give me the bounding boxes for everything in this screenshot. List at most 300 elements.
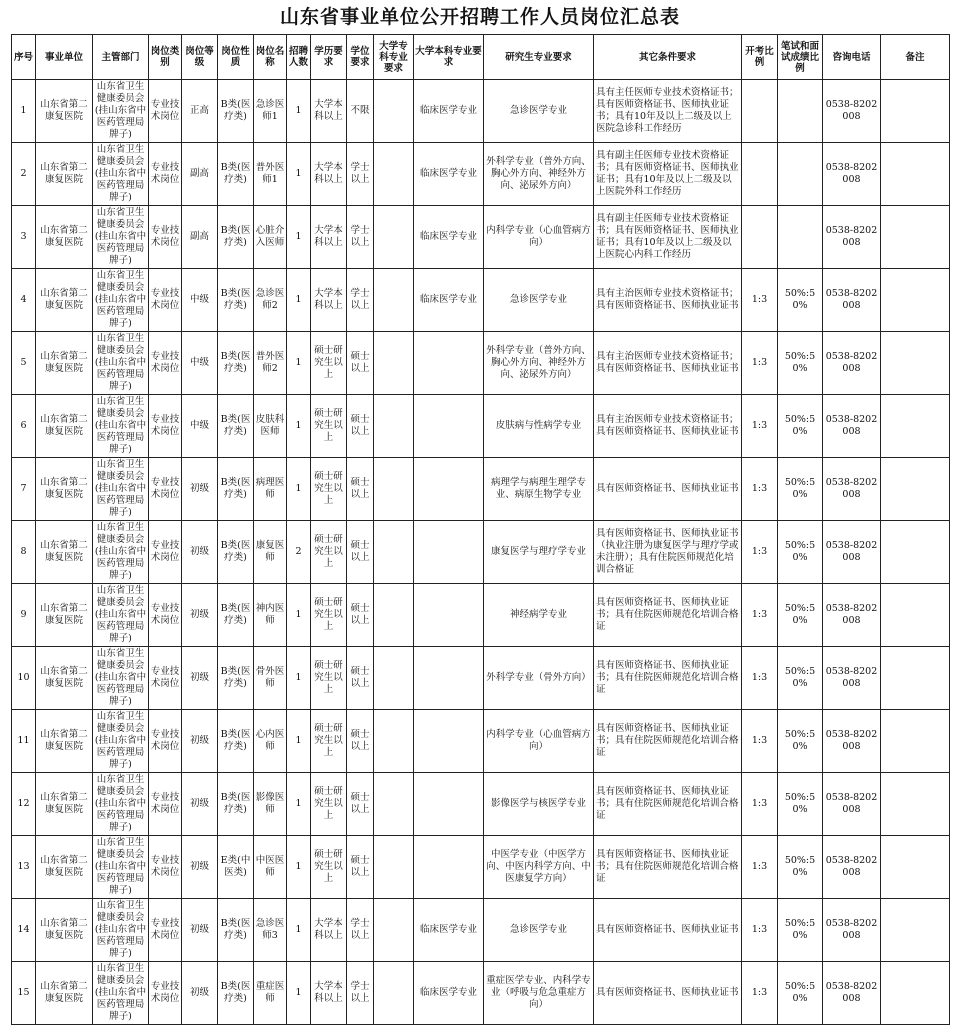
- cell-bachelor: 临床医学专业: [414, 962, 484, 1025]
- cell-dept: 山东省卫生健康委员会(挂山东省中医药管理局牌子): [93, 584, 149, 647]
- table-row: [12, 773, 950, 836]
- cell-no: 10: [12, 647, 36, 710]
- cell-post: 神内医师: [254, 584, 287, 647]
- column-header-degree: 学位要求: [347, 35, 374, 80]
- cell-count: 1: [287, 269, 311, 332]
- cell-other: 具有医师资格证书、医师执业证书；具有住院医师规范化培训合格证: [594, 647, 742, 710]
- cell-grad: 影像医学与核医学专业: [484, 773, 594, 836]
- cell-score: [778, 80, 823, 143]
- cell-note: [881, 773, 950, 836]
- column-header-post: 岗位名称: [254, 35, 287, 80]
- cell-ratio: 1:3: [742, 647, 778, 710]
- cell-score: 50%:50%: [778, 521, 823, 584]
- cell-edu: 大学本科以上: [311, 269, 347, 332]
- cell-edu: 硕士研究生以上: [311, 710, 347, 773]
- cell-no: 14: [12, 899, 36, 962]
- cell-count: 1: [287, 584, 311, 647]
- column-header-score: 笔试和面试成绩比例: [778, 35, 823, 80]
- cell-nature: B类(医疗类): [218, 773, 254, 836]
- cell-note: [881, 206, 950, 269]
- cell-count: 1: [287, 836, 311, 899]
- cell-nature: B类(医疗类): [218, 899, 254, 962]
- column-header-level: 岗位等级: [182, 35, 218, 80]
- cell-bachelor: [414, 584, 484, 647]
- cell-note: [881, 332, 950, 395]
- cell-unit: 山东省第二康复医院: [36, 584, 93, 647]
- cell-junior: [374, 332, 414, 395]
- cell-note: [881, 521, 950, 584]
- cell-dept: 山东省卫生健康委员会(挂山东省中医药管理局牌子): [93, 269, 149, 332]
- cell-unit: 山东省第二康复医院: [36, 962, 93, 1025]
- table-row: [12, 521, 950, 584]
- cell-level: 中级: [182, 395, 218, 458]
- cell-note: [881, 395, 950, 458]
- job-positions-table: [11, 34, 950, 1025]
- column-header-edu: 学历要求: [311, 35, 347, 80]
- cell-level: 初级: [182, 458, 218, 521]
- cell-other: 具有医师资格证书、医师执业证书；具有住院医师规范化培训合格证: [594, 584, 742, 647]
- cell-other: 具有副主任医师专业技术资格证书；具有医师资格证书、医师执业证书；具有10年及以上二级及以上医院外科工作经历: [594, 143, 742, 206]
- column-header-dept: 主管部门: [93, 35, 149, 80]
- cell-dept: 山东省卫生健康委员会(挂山东省中医药管理局牌子): [93, 899, 149, 962]
- cell-no: 5: [12, 332, 36, 395]
- cell-nature: E类(中医类): [218, 836, 254, 899]
- cell-post: 心脏介入医师: [254, 206, 287, 269]
- cell-score: 50%:50%: [778, 647, 823, 710]
- cell-edu: 硕士研究生以上: [311, 395, 347, 458]
- cell-dept: 山东省卫生健康委员会(挂山东省中医药管理局牌子): [93, 773, 149, 836]
- table-header-row: [12, 35, 950, 80]
- cell-post: 普外医师1: [254, 143, 287, 206]
- cell-level: 初级: [182, 710, 218, 773]
- cell-category: 专业技术岗位: [149, 710, 182, 773]
- cell-count: 2: [287, 521, 311, 584]
- cell-bachelor: 临床医学专业: [414, 899, 484, 962]
- cell-edu: 硕士研究生以上: [311, 332, 347, 395]
- cell-no: 3: [12, 206, 36, 269]
- cell-count: 1: [287, 80, 311, 143]
- cell-other: 具有副主任医师专业技术资格证书；具有医师资格证书、医师执业证书；具有10年及以上二级及以上医院心内科工作经历: [594, 206, 742, 269]
- cell-edu: 大学本科以上: [311, 80, 347, 143]
- column-header-nature: 岗位性质: [218, 35, 254, 80]
- cell-phone: 0538-8202008: [823, 395, 881, 458]
- cell-grad: 皮肤病与性病学专业: [484, 395, 594, 458]
- cell-degree: 硕士以上: [347, 521, 374, 584]
- cell-category: 专业技术岗位: [149, 269, 182, 332]
- cell-unit: 山东省第二康复医院: [36, 458, 93, 521]
- cell-other: 具有主治医师专业技术资格证书；具有医师资格证书、医师执业证书: [594, 269, 742, 332]
- cell-category: 专业技术岗位: [149, 773, 182, 836]
- cell-nature: B类(医疗类): [218, 458, 254, 521]
- cell-edu: 硕士研究生以上: [311, 584, 347, 647]
- column-header-ratio: 开考比例: [742, 35, 778, 80]
- cell-degree: 硕士以上: [347, 710, 374, 773]
- cell-post: 皮肤科医师: [254, 395, 287, 458]
- cell-nature: B类(医疗类): [218, 80, 254, 143]
- cell-level: 初级: [182, 773, 218, 836]
- cell-score: 50%:50%: [778, 332, 823, 395]
- cell-degree: 学士以上: [347, 962, 374, 1025]
- cell-other: 具有医师资格证书、医师执业证书: [594, 962, 742, 1025]
- cell-degree: 学士以上: [347, 143, 374, 206]
- cell-level: 副高: [182, 206, 218, 269]
- cell-note: [881, 836, 950, 899]
- cell-dept: 山东省卫生健康委员会(挂山东省中医药管理局牌子): [93, 332, 149, 395]
- cell-category: 专业技术岗位: [149, 206, 182, 269]
- cell-junior: [374, 773, 414, 836]
- cell-edu: 硕士研究生以上: [311, 458, 347, 521]
- cell-junior: [374, 710, 414, 773]
- cell-other: 具有医师资格证书、医师执业证书（执业注册为康复医学与理疗学或未注册）；具有住院医师规范化培训合格证: [594, 521, 742, 584]
- cell-nature: B类(医疗类): [218, 710, 254, 773]
- cell-edu: 硕士研究生以上: [311, 773, 347, 836]
- cell-nature: B类(医疗类): [218, 647, 254, 710]
- cell-ratio: 1:3: [742, 773, 778, 836]
- cell-category: 专业技术岗位: [149, 899, 182, 962]
- cell-score: 50%:50%: [778, 269, 823, 332]
- cell-no: 12: [12, 773, 36, 836]
- cell-count: 1: [287, 899, 311, 962]
- cell-score: 50%:50%: [778, 710, 823, 773]
- cell-no: 9: [12, 584, 36, 647]
- cell-category: 专业技术岗位: [149, 836, 182, 899]
- cell-dept: 山东省卫生健康委员会(挂山东省中医药管理局牌子): [93, 647, 149, 710]
- cell-no: 4: [12, 269, 36, 332]
- cell-degree: 硕士以上: [347, 395, 374, 458]
- column-header-seq: 序号: [12, 35, 36, 80]
- column-header-count: 招聘人数: [287, 35, 311, 80]
- cell-nature: B类(医疗类): [218, 332, 254, 395]
- cell-note: [881, 143, 950, 206]
- table-row: [12, 899, 950, 962]
- cell-bachelor: 临床医学专业: [414, 80, 484, 143]
- cell-phone: 0538-8202008: [823, 584, 881, 647]
- cell-grad: 急诊医学专业: [484, 269, 594, 332]
- cell-unit: 山东省第二康复医院: [36, 899, 93, 962]
- cell-junior: [374, 458, 414, 521]
- cell-other: 具有主治医师专业技术资格证书；具有医师资格证书、医师执业证书: [594, 395, 742, 458]
- cell-category: 专业技术岗位: [149, 584, 182, 647]
- cell-ratio: 1:3: [742, 269, 778, 332]
- cell-category: 专业技术岗位: [149, 521, 182, 584]
- cell-phone: 0538-8202008: [823, 521, 881, 584]
- cell-grad: 神经病学专业: [484, 584, 594, 647]
- cell-other: 具有医师资格证书、医师执业证书；具有住院医师规范化培训合格证: [594, 773, 742, 836]
- table-row: [12, 206, 950, 269]
- cell-level: 初级: [182, 584, 218, 647]
- cell-junior: [374, 269, 414, 332]
- cell-post: 急诊医师2: [254, 269, 287, 332]
- cell-degree: 硕士以上: [347, 836, 374, 899]
- cell-unit: 山东省第二康复医院: [36, 395, 93, 458]
- table-row: [12, 143, 950, 206]
- cell-ratio: 1:3: [742, 521, 778, 584]
- cell-level: 初级: [182, 647, 218, 710]
- table-row: [12, 332, 950, 395]
- cell-dept: 山东省卫生健康委员会(挂山东省中医药管理局牌子): [93, 836, 149, 899]
- cell-dept: 山东省卫生健康委员会(挂山东省中医药管理局牌子): [93, 710, 149, 773]
- table-row: [12, 584, 950, 647]
- cell-category: 专业技术岗位: [149, 458, 182, 521]
- cell-grad: 康复医学与理疗学专业: [484, 521, 594, 584]
- cell-edu: 硕士研究生以上: [311, 521, 347, 584]
- cell-level: 正高: [182, 80, 218, 143]
- cell-phone: 0538-8202008: [823, 710, 881, 773]
- cell-degree: 硕士以上: [347, 647, 374, 710]
- cell-score: 50%:50%: [778, 899, 823, 962]
- cell-nature: B类(医疗类): [218, 584, 254, 647]
- cell-post: 中医医师: [254, 836, 287, 899]
- cell-junior: [374, 899, 414, 962]
- cell-ratio: 1:3: [742, 584, 778, 647]
- cell-count: 1: [287, 458, 311, 521]
- cell-phone: 0538-8202008: [823, 836, 881, 899]
- cell-score: 50%:50%: [778, 962, 823, 1025]
- cell-degree: 学士以上: [347, 269, 374, 332]
- cell-bachelor: [414, 836, 484, 899]
- cell-no: 8: [12, 521, 36, 584]
- cell-dept: 山东省卫生健康委员会(挂山东省中医药管理局牌子): [93, 458, 149, 521]
- table-row: [12, 647, 950, 710]
- cell-category: 专业技术岗位: [149, 962, 182, 1025]
- table-row: [12, 395, 950, 458]
- cell-post: 普外医师2: [254, 332, 287, 395]
- cell-other: 具有医师资格证书、医师执业证书: [594, 899, 742, 962]
- cell-level: 中级: [182, 269, 218, 332]
- cell-ratio: 1:3: [742, 836, 778, 899]
- cell-score: 50%:50%: [778, 773, 823, 836]
- cell-unit: 山东省第二康复医院: [36, 332, 93, 395]
- cell-junior: [374, 521, 414, 584]
- column-header-phone: 咨询电话: [823, 35, 881, 80]
- cell-count: 1: [287, 962, 311, 1025]
- cell-ratio: 1:3: [742, 962, 778, 1025]
- cell-score: 50%:50%: [778, 584, 823, 647]
- cell-level: 初级: [182, 836, 218, 899]
- cell-phone: 0538-8202008: [823, 332, 881, 395]
- cell-phone: 0538-8202008: [823, 80, 881, 143]
- cell-note: [881, 269, 950, 332]
- cell-phone: 0538-8202008: [823, 143, 881, 206]
- cell-unit: 山东省第二康复医院: [36, 521, 93, 584]
- cell-count: 1: [287, 710, 311, 773]
- cell-count: 1: [287, 647, 311, 710]
- cell-edu: 大学本科以上: [311, 962, 347, 1025]
- cell-ratio: 1:3: [742, 332, 778, 395]
- column-header-other: 其它条件要求: [594, 35, 742, 80]
- cell-junior: [374, 584, 414, 647]
- cell-no: 6: [12, 395, 36, 458]
- cell-note: [881, 80, 950, 143]
- cell-junior: [374, 143, 414, 206]
- cell-bachelor: 临床医学专业: [414, 269, 484, 332]
- cell-unit: 山东省第二康复医院: [36, 710, 93, 773]
- cell-degree: 不限: [347, 80, 374, 143]
- cell-grad: 外科学专业（普外方向、胸心外方向、神经外方向、泌尿外方向）: [484, 332, 594, 395]
- cell-count: 1: [287, 773, 311, 836]
- cell-unit: 山东省第二康复医院: [36, 269, 93, 332]
- cell-edu: 硕士研究生以上: [311, 647, 347, 710]
- cell-nature: B类(医疗类): [218, 206, 254, 269]
- cell-post: 急诊医师3: [254, 899, 287, 962]
- cell-degree: 硕士以上: [347, 584, 374, 647]
- cell-other: 具有医师资格证书、医师执业证书；具有住院医师规范化培训合格证: [594, 836, 742, 899]
- cell-note: [881, 899, 950, 962]
- cell-phone: 0538-8202008: [823, 647, 881, 710]
- cell-no: 15: [12, 962, 36, 1025]
- cell-bachelor: [414, 521, 484, 584]
- column-header-bachelor: 大学本科专业要求: [414, 35, 484, 80]
- table-row: [12, 80, 950, 143]
- table-row: [12, 836, 950, 899]
- cell-junior: [374, 647, 414, 710]
- cell-bachelor: [414, 458, 484, 521]
- table-body: [12, 80, 950, 1025]
- cell-junior: [374, 836, 414, 899]
- cell-category: 专业技术岗位: [149, 80, 182, 143]
- cell-other: 具有主治医师专业技术资格证书；具有医师资格证书、医师执业证书: [594, 332, 742, 395]
- cell-note: [881, 647, 950, 710]
- table-row: [12, 269, 950, 332]
- cell-post: 重症医师: [254, 962, 287, 1025]
- column-header-unit: 事业单位: [36, 35, 93, 80]
- cell-grad: 病理学与病理生理学专业、病原生物学专业: [484, 458, 594, 521]
- cell-category: 专业技术岗位: [149, 143, 182, 206]
- cell-ratio: [742, 80, 778, 143]
- cell-unit: 山东省第二康复医院: [36, 143, 93, 206]
- cell-degree: 学士以上: [347, 899, 374, 962]
- cell-level: 初级: [182, 962, 218, 1025]
- cell-bachelor: 临床医学专业: [414, 206, 484, 269]
- cell-junior: [374, 80, 414, 143]
- cell-post: 康复医师: [254, 521, 287, 584]
- cell-ratio: 1:3: [742, 899, 778, 962]
- cell-ratio: 1:3: [742, 395, 778, 458]
- cell-note: [881, 962, 950, 1025]
- cell-unit: 山东省第二康复医院: [36, 80, 93, 143]
- cell-count: 1: [287, 395, 311, 458]
- table-row: [12, 710, 950, 773]
- cell-ratio: [742, 206, 778, 269]
- cell-no: 7: [12, 458, 36, 521]
- cell-note: [881, 710, 950, 773]
- cell-degree: 硕士以上: [347, 332, 374, 395]
- cell-nature: B类(医疗类): [218, 143, 254, 206]
- cell-phone: 0538-8202008: [823, 962, 881, 1025]
- cell-score: [778, 206, 823, 269]
- cell-grad: 急诊医学专业: [484, 80, 594, 143]
- cell-bachelor: [414, 710, 484, 773]
- cell-level: 副高: [182, 143, 218, 206]
- cell-dept: 山东省卫生健康委员会(挂山东省中医药管理局牌子): [93, 962, 149, 1025]
- cell-bachelor: [414, 395, 484, 458]
- cell-edu: 大学本科以上: [311, 143, 347, 206]
- cell-nature: B类(医疗类): [218, 395, 254, 458]
- cell-score: 50%:50%: [778, 836, 823, 899]
- cell-other: 具有医师资格证书、医师执业证书；具有住院医师规范化培训合格证: [594, 710, 742, 773]
- cell-unit: 山东省第二康复医院: [36, 647, 93, 710]
- cell-phone: 0538-8202008: [823, 206, 881, 269]
- cell-nature: B类(医疗类): [218, 269, 254, 332]
- cell-post: 骨外医师: [254, 647, 287, 710]
- column-header-note: 备注: [881, 35, 950, 80]
- cell-grad: 中医学专业（中医学方向、中医内科学方向、中医康复学方向）: [484, 836, 594, 899]
- cell-bachelor: [414, 332, 484, 395]
- cell-nature: B类(医疗类): [218, 962, 254, 1025]
- cell-grad: 内科学专业（心血管病方向）: [484, 710, 594, 773]
- cell-edu: 大学本科以上: [311, 899, 347, 962]
- cell-post: 心内医师: [254, 710, 287, 773]
- cell-no: 11: [12, 710, 36, 773]
- cell-ratio: [742, 143, 778, 206]
- cell-grad: 重症医学专业、内科学专业（呼吸与危急重症方向）: [484, 962, 594, 1025]
- table-row: [12, 458, 950, 521]
- cell-post: 急诊医师1: [254, 80, 287, 143]
- cell-post: 影像医师: [254, 773, 287, 836]
- cell-dept: 山东省卫生健康委员会(挂山东省中医药管理局牌子): [93, 143, 149, 206]
- cell-note: [881, 458, 950, 521]
- cell-edu: 硕士研究生以上: [311, 836, 347, 899]
- cell-unit: 山东省第二康复医院: [36, 773, 93, 836]
- cell-category: 专业技术岗位: [149, 395, 182, 458]
- cell-count: 1: [287, 332, 311, 395]
- cell-ratio: 1:3: [742, 458, 778, 521]
- cell-grad: 内科学专业（心血管病方向）: [484, 206, 594, 269]
- cell-no: 2: [12, 143, 36, 206]
- cell-dept: 山东省卫生健康委员会(挂山东省中医药管理局牌子): [93, 80, 149, 143]
- cell-degree: 硕士以上: [347, 458, 374, 521]
- cell-count: 1: [287, 143, 311, 206]
- cell-junior: [374, 206, 414, 269]
- cell-level: 中级: [182, 332, 218, 395]
- cell-no: 1: [12, 80, 36, 143]
- cell-unit: 山东省第二康复医院: [36, 206, 93, 269]
- cell-note: [881, 584, 950, 647]
- cell-score: [778, 143, 823, 206]
- cell-edu: 大学本科以上: [311, 206, 347, 269]
- table-row: [12, 962, 950, 1025]
- cell-degree: 学士以上: [347, 206, 374, 269]
- cell-other: 具有医师资格证书、医师执业证书: [594, 458, 742, 521]
- cell-nature: B类(医疗类): [218, 521, 254, 584]
- cell-no: 13: [12, 836, 36, 899]
- cell-grad: 急诊医学专业: [484, 899, 594, 962]
- cell-other: 具有主任医师专业技术资格证书；具有医师资格证书、医师执业证书；具有10年及以上二级及以上医院急诊科工作经历: [594, 80, 742, 143]
- cell-bachelor: 临床医学专业: [414, 143, 484, 206]
- cell-count: 1: [287, 206, 311, 269]
- column-header-grad: 研究生专业要求: [484, 35, 594, 80]
- column-header-category: 岗位类别: [149, 35, 182, 80]
- cell-junior: [374, 395, 414, 458]
- cell-level: 初级: [182, 521, 218, 584]
- cell-dept: 山东省卫生健康委员会(挂山东省中医药管理局牌子): [93, 206, 149, 269]
- cell-post: 病理医师: [254, 458, 287, 521]
- cell-junior: [374, 962, 414, 1025]
- cell-phone: 0538-8202008: [823, 773, 881, 836]
- column-header-junior: 大学专科专业要求: [374, 35, 414, 80]
- cell-score: 50%:50%: [778, 395, 823, 458]
- cell-degree: 硕士以上: [347, 773, 374, 836]
- cell-score: 50%:50%: [778, 458, 823, 521]
- cell-level: 初级: [182, 899, 218, 962]
- cell-phone: 0538-8202008: [823, 458, 881, 521]
- cell-dept: 山东省卫生健康委员会(挂山东省中医药管理局牌子): [93, 521, 149, 584]
- cell-grad: 外科学专业（骨外方向）: [484, 647, 594, 710]
- cell-category: 专业技术岗位: [149, 332, 182, 395]
- cell-bachelor: [414, 647, 484, 710]
- cell-ratio: 1:3: [742, 710, 778, 773]
- page-title: 山东省事业单位公开招聘工作人员岗位汇总表: [279, 6, 680, 28]
